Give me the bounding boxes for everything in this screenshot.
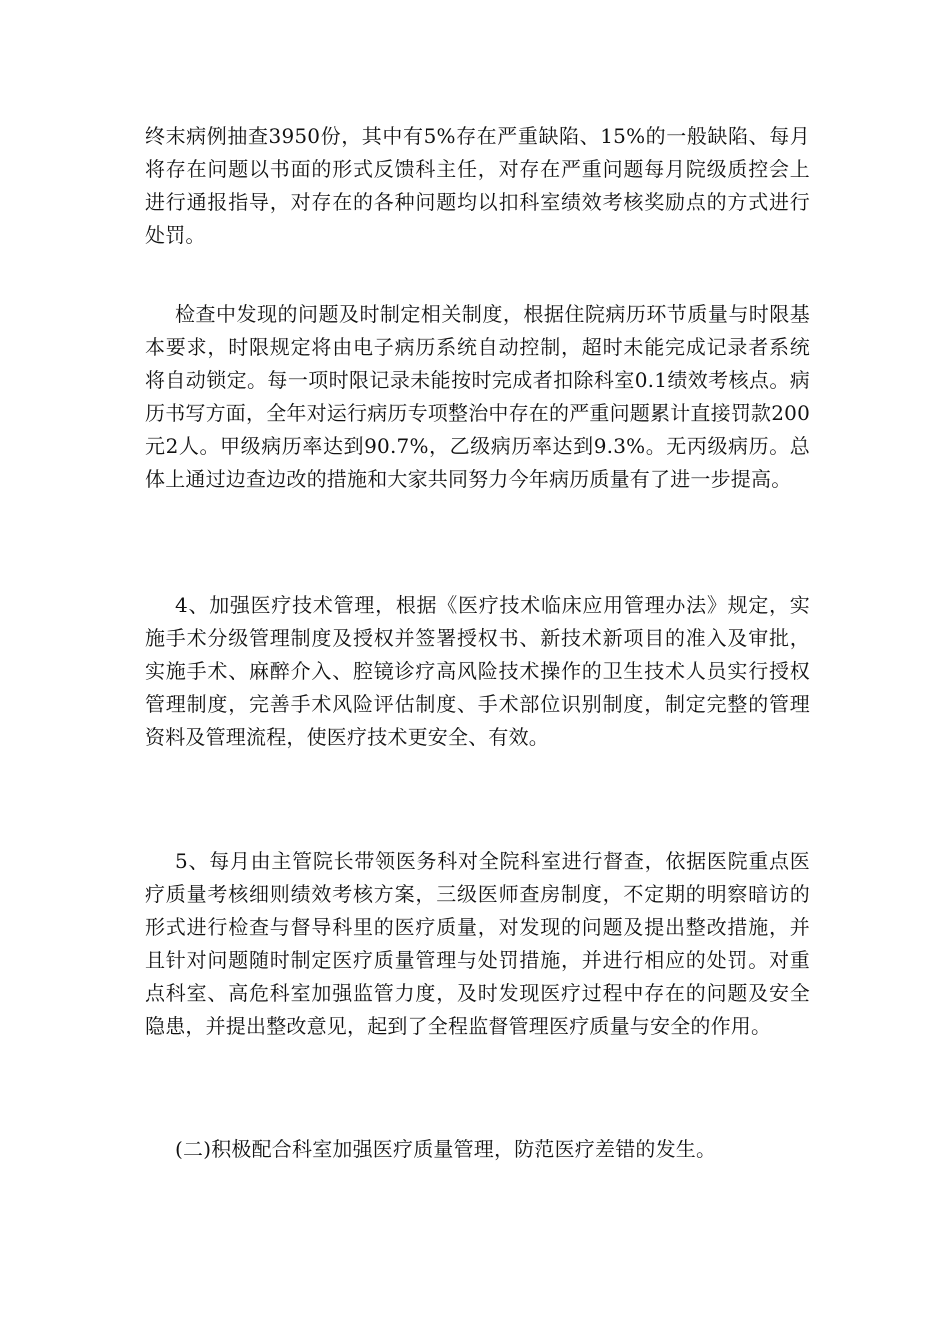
paragraph-time-limit-rules: 检查中发现的问题及时制定相关制度，根据住院病历环节质量与时限基本要求，时限规定将由电子病历系统自动控制，超时未能完成记录者系统将自动锁定。每一项时限记录未能按时完成者扣除科室0.1绩效考核点。病历书写方面，全年对运行病历专项整治中存在的严重问题累计直接罚款200元2人。甲级病历率达到90.7%，乙级病历率达到9.3%。无丙级病历。总体上通过边查边改的措施和大家共同努力今年病历质量有了进一步提高。 bbox=[145, 302, 810, 491]
paragraph-case-sampling: 终末病例抽查3950份，其中有5%存在严重缺陷、15%的一般缺陷、每月将存在问题以书面的形式反馈科主任，对存在严重问题每月院级质控会上进行通报指导，对存在的各种问题均以扣科室绩效考核奖励点的方式进行处罚。 bbox=[145, 124, 810, 247]
paragraph-technology-management: 4、加强医疗技术管理，根据《医疗技术临床应用管理办法》规定，实施手术分级管理制度及授权并签署授权书、新技术新项目的准入及审批，实施手术、麻醉介入、腔镜诊疗高风险技术操作的卫生技术人员实行授权管理制度，完善手术风险评估制度、手术部位识别制度，制定完整的管理资料及管理流程，使医疗技术更安全、有效。 bbox=[145, 593, 810, 749]
section-heading-quality-management: (二)积极配合科室加强医疗质量管理，防范医疗差错的发生。 bbox=[175, 1137, 717, 1161]
paragraph-monthly-inspection: 5、每月由主管院长带领医务科对全院科室进行督查，依据医院重点医疗质量考核细则绩效考核方案，三级医师查房制度，不定期的明察暗访的形式进行检查与督导科里的医疗质量，对发现的问题及提出整改措施，并且针对问题随时制定医疗质量管理与处罚措施，并进行相应的处罚。对重点科室、高危科室加强监管力度，及时发现医疗过程中存在的问题及安全隐患，并提出整改意见，起到了全程监督管理医疗质量与安全的作用。 bbox=[145, 849, 810, 1038]
